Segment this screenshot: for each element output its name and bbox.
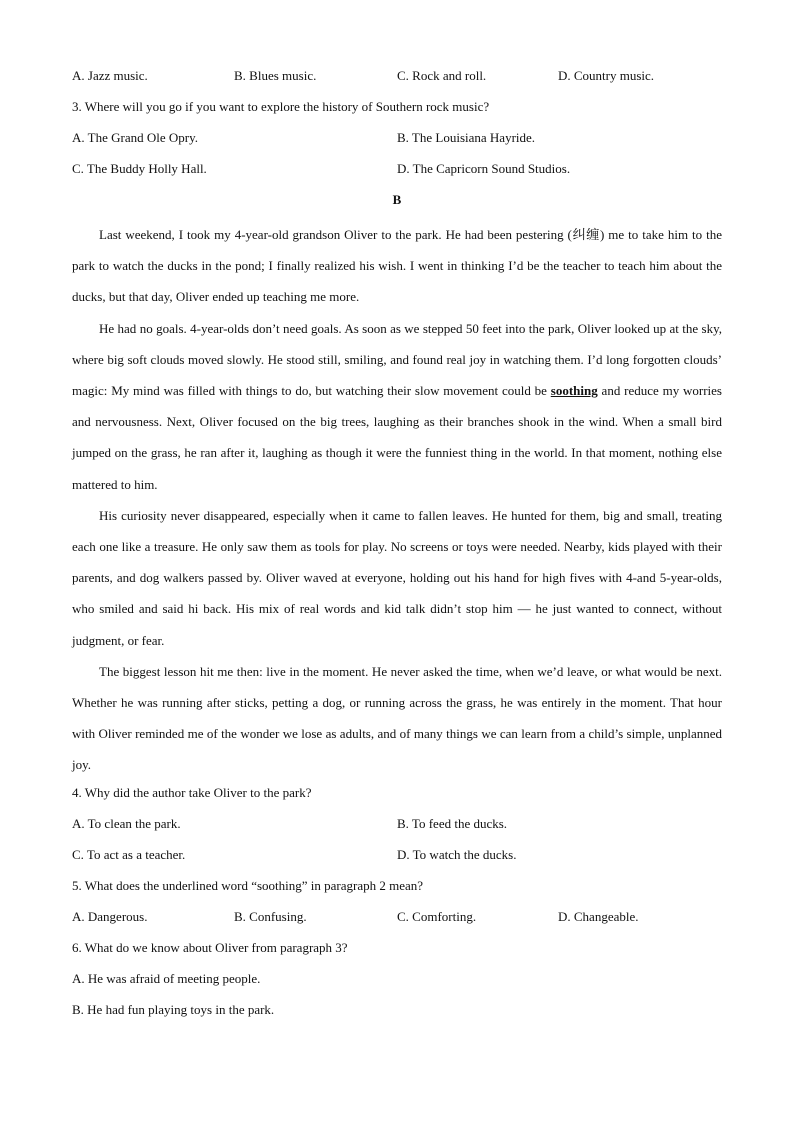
passage-paragraph-4: The biggest lesson hit me then: live in the moment. He never asked the time, when we’d leave, or what would be next. Whether he was running after sticks, petting a dog, or running across the grass, he was entirely in the moment. That hour with Oliver reminded me of the wonder we lose as adults, and of many things we can learn from a child’s simple, unplanned joy. — [72, 663, 722, 773]
q4-options-row-2 — [72, 843, 722, 874]
passage-paragraph-2 — [72, 313, 722, 500]
q5-question: 5. What does the underlined word “soothing” in paragraph 2 mean? — [72, 877, 424, 893]
passage-paragraph-1: Last weekend, I took my 4-year-old grandson Oliver to the park. He had been pestering (纠缠) me to take him to the park to watch the ducks in the pond; I finally realized his wish. I went in thinking I’d be the teacher to teach him about the ducks, but that day, Oliver ended up teaching me more. — [72, 227, 722, 305]
q3-options-row-2 — [72, 157, 722, 188]
q6-question: 6. What do we know about Oliver from paragraph 3? — [72, 939, 348, 955]
q4-option-a: A. To clean the park. — [72, 815, 181, 831]
q6-option-b: B. He had fun playing toys in the park. — [72, 1001, 275, 1017]
q6-option-a: A. He was afraid of meeting people. — [72, 970, 261, 986]
q3-option-d: D. The Capricorn Sound Studios. — [397, 161, 571, 176]
q4-option-b: B. To feed the ducks. — [397, 815, 508, 831]
q3-option-b: B. The Louisiana Hayride. — [397, 130, 536, 145]
q2-option-d: D. Country music. — [558, 68, 655, 83]
q4-options-row-1 — [72, 812, 722, 843]
q2-option-b: B. Blues music. — [234, 68, 317, 83]
q3-option-c: C. The Buddy Holly Hall. — [72, 161, 207, 176]
paragraph-2-text-before: He had no goals. 4-year-olds don’t need goals. As soon as we stepped 50 feet into the park, Oliver looked up at the sky, where big soft clouds moved slowly. He stood still, smiling, and found real joy in watching them. I’d long forgotten clouds’ magic: My mind was filled with things to do, but watching their slow movement could be — [72, 320, 722, 399]
q2-options-row — [72, 64, 722, 95]
q3-options-row-1 — [72, 126, 722, 157]
q4-option-d: D. To watch the ducks. — [397, 846, 517, 862]
paragraph-2-text-after: and reduce my worries and nervousness. Next, Oliver focused on the big trees, laughing as their branches shook in the wind. When a small bird jumped on the grass, he ran after it, laughing as though it were the funniest thing in the world. In that moment, nothing else mattered to him. — [72, 383, 722, 492]
passage-paragraph-3: His curiosity never disappeared, especially when it came to fallen leaves. He hunted for them, big and small, treating each one like a treasure. He only saw them as tools for play. No screens or toys were needed. Nearby, kids played with their parents, and dog walkers passed by. Oliver waved at everyone, holding out his hand for high fives with 4-and 5-year-olds, who smiled and said hi back. His mix of real words and kid talk didn’t stop him — he just wanted to connect, without judgment, or fear. — [72, 507, 722, 648]
q3-question: 3. Where will you go if you want to explore the history of Southern rock music? — [72, 99, 490, 114]
q5-option-d: D. Changeable. — [558, 908, 639, 924]
exam-page — [72, 64, 722, 1029]
q4-option-c: C. To act as a teacher. — [72, 846, 186, 862]
q5-option-a: A. Dangerous. — [72, 908, 148, 924]
q2-option-a: A. Jazz music. — [72, 68, 148, 83]
q5-options-row — [72, 905, 722, 936]
q5-option-b: B. Confusing. — [234, 908, 307, 924]
q3-option-a: A. The Grand Ole Opry. — [72, 130, 198, 145]
underlined-word: soothing — [550, 383, 598, 399]
q4-question: 4. Why did the author take Oliver to the park? — [72, 784, 312, 800]
section-heading: B — [392, 192, 402, 207]
q5-option-c: C. Comforting. — [397, 908, 477, 924]
q2-option-c: C. Rock and roll. — [397, 68, 487, 83]
